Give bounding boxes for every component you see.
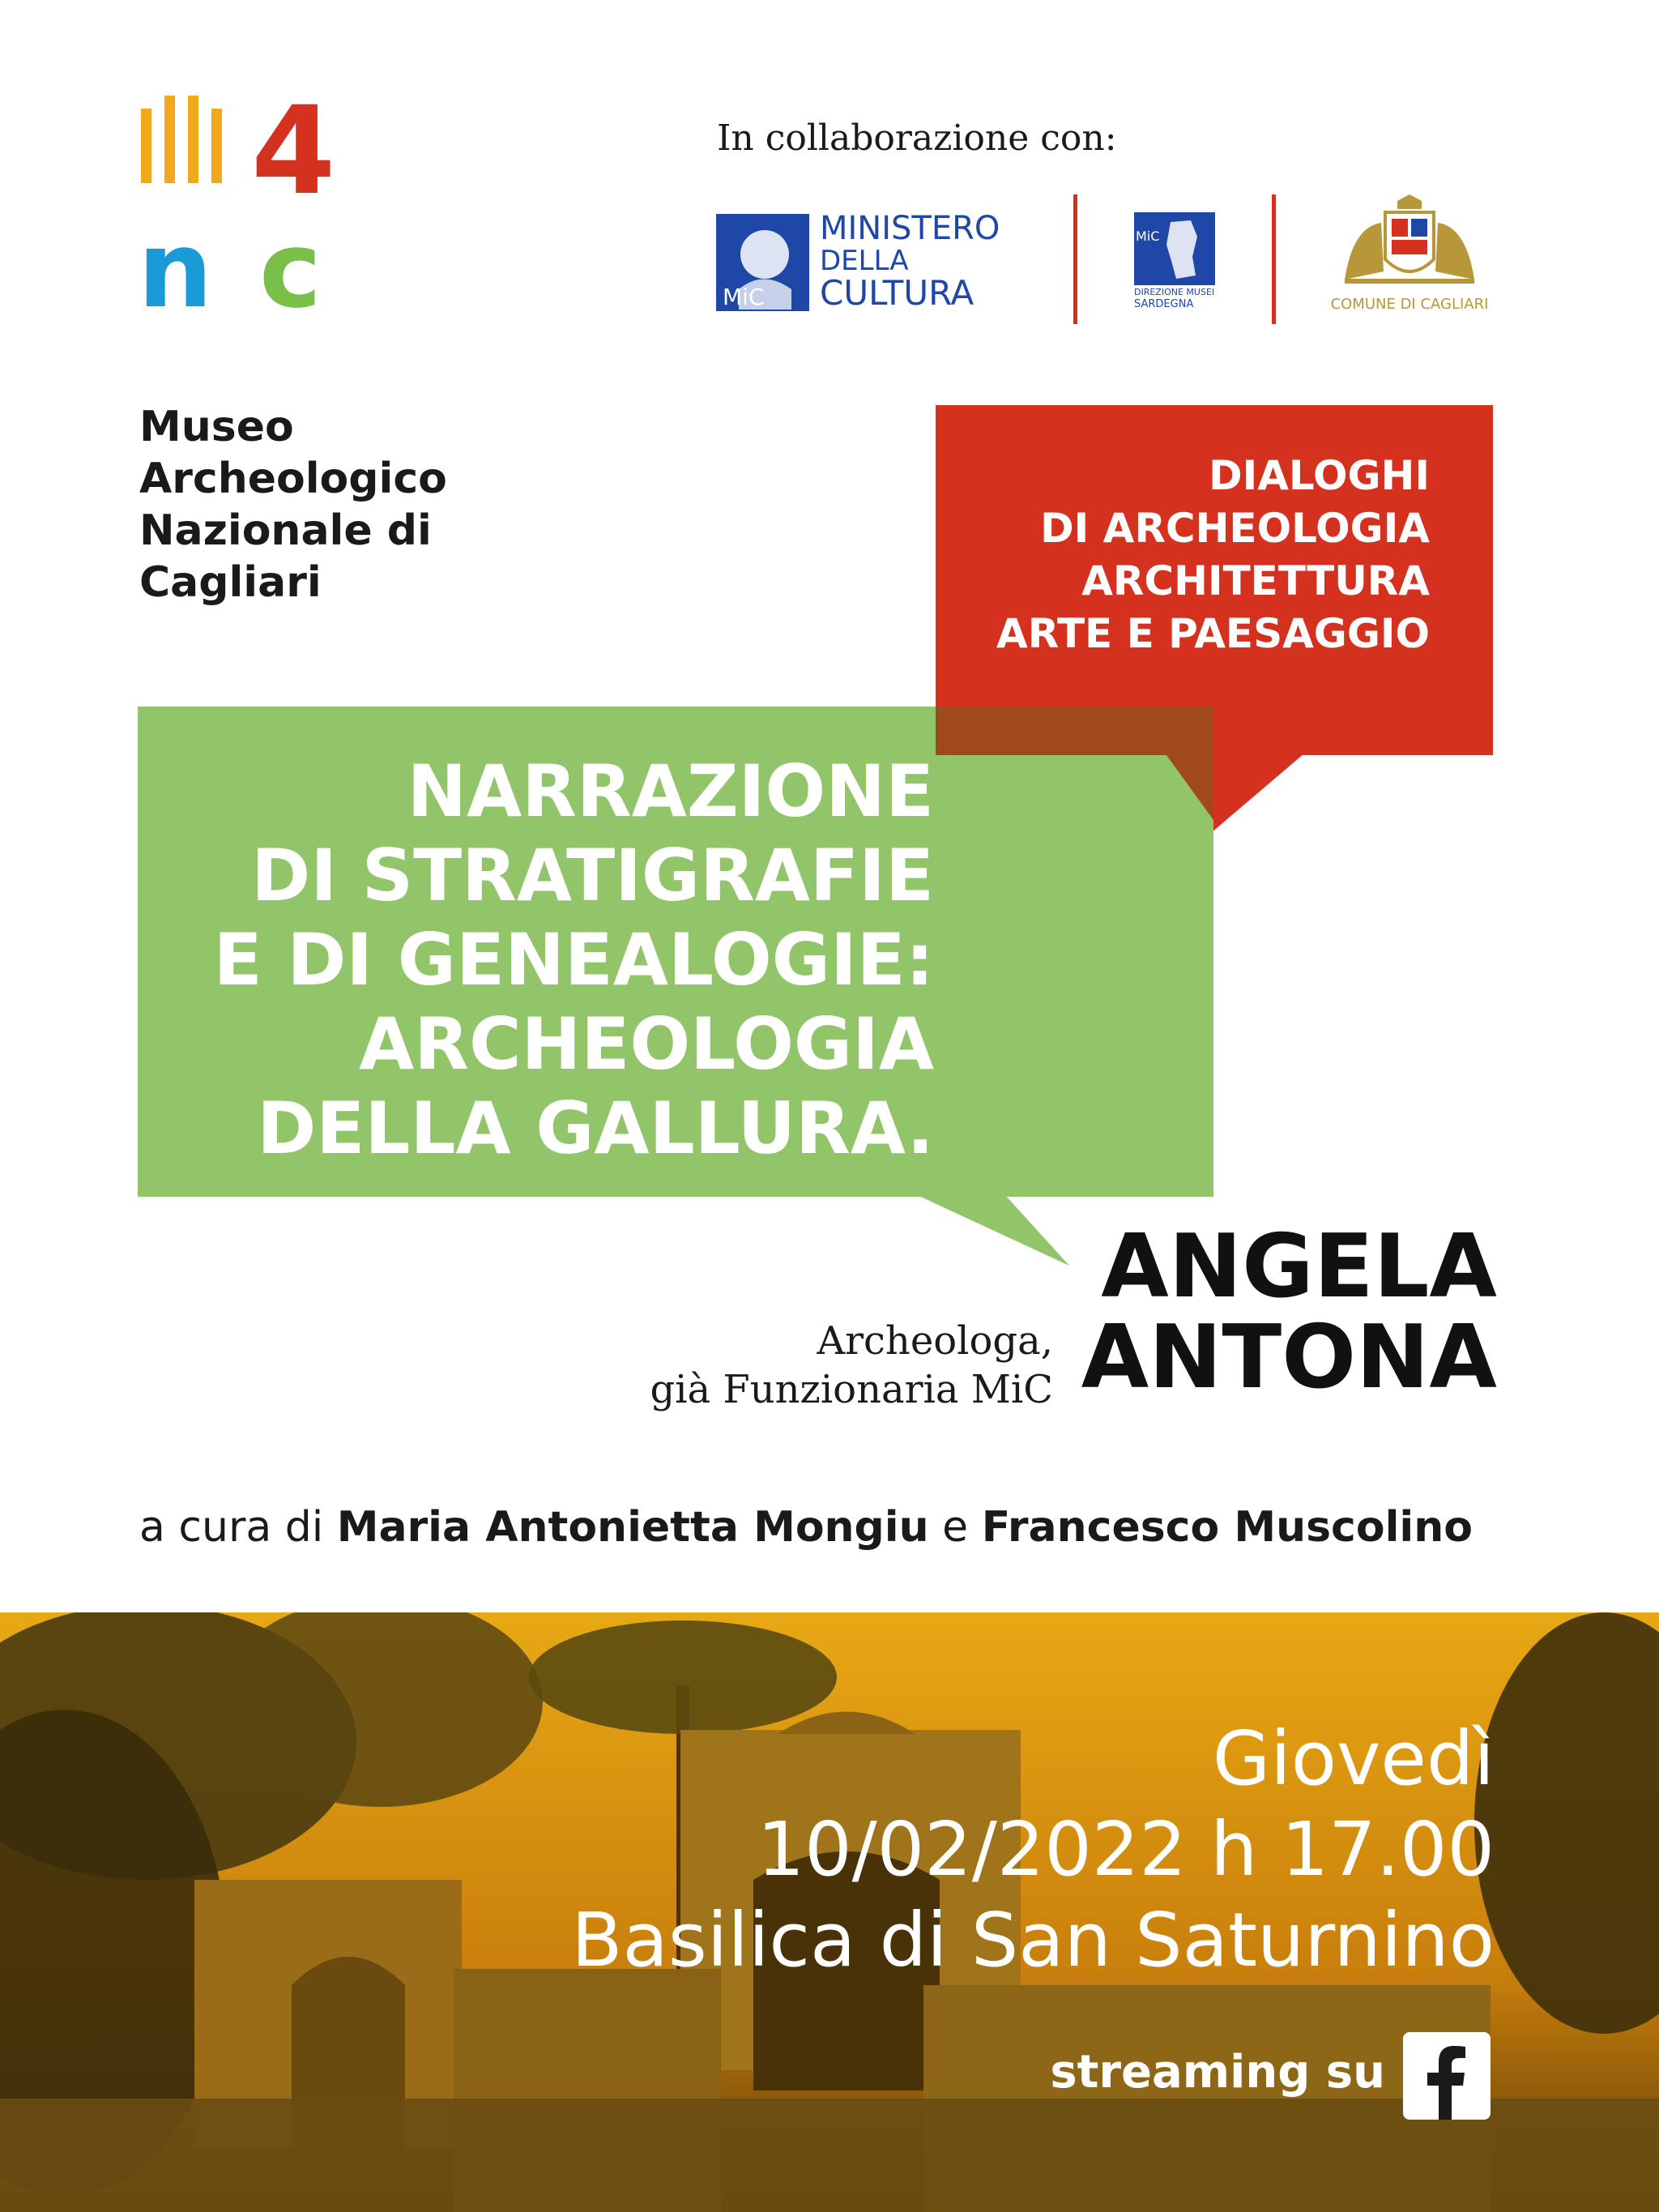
logo-bar (164, 96, 175, 183)
event-datetime: 10/02/2022 h 17.00 (757, 1806, 1495, 1893)
logo-letter-c: c (259, 208, 322, 331)
logo-bar (188, 96, 198, 183)
curated-by (139, 1503, 1500, 1552)
series-line: ARTE E PAESAGGIO (996, 610, 1430, 657)
drm-line2: SARDEGNA (1134, 298, 1194, 310)
curated-conj: e (942, 1503, 969, 1552)
facebook-icon[interactable] (1403, 2032, 1491, 2120)
talk-title-line: NARRAZIONE (407, 749, 934, 833)
box-overlap (936, 707, 1215, 869)
ministero-cultura-logo (714, 212, 1022, 314)
speaker-first-name: ANGELA (1101, 1216, 1497, 1317)
curator-name: Maria Antonietta Mongiu (336, 1503, 929, 1552)
mic-line3: CULTURA (820, 273, 975, 313)
speaker-role-line: già Funzionaria MiC (650, 1367, 1053, 1412)
logo-letter-4: 4 (251, 81, 336, 222)
collaboration-label: In collaborazione con: (717, 117, 1117, 159)
event-day: Giovedì (1212, 1715, 1495, 1802)
streaming-label: streaming su (1050, 2046, 1385, 2099)
series-line: DIALOGHI (1209, 452, 1430, 499)
curated-prefix: a cura di (139, 1503, 324, 1552)
drm-badge: MiC (1136, 228, 1160, 244)
talk-title-line: ARCHEOLOGIA (359, 1002, 934, 1086)
drm-line1: DIREZIONE MUSEI (1134, 287, 1215, 297)
event-place: Basilica di San Saturnino (571, 1897, 1495, 1984)
mic-badge: MiC (723, 284, 765, 310)
talk-title-line: DELLA GALLURA. (257, 1087, 934, 1170)
logo-letter-n: n (138, 208, 213, 331)
speaker-role (454, 1317, 1053, 1414)
logo-separator (1073, 194, 1077, 324)
event-details (405, 1714, 1495, 1986)
logo-bar (141, 109, 151, 183)
curator-name: Francesco Muscolino (981, 1503, 1473, 1552)
series-title (940, 450, 1430, 660)
speaker-name (1037, 1216, 1497, 1408)
logo-separator (1272, 194, 1276, 324)
talk-title (146, 749, 934, 1171)
talk-title-line: E DI GENEALOGIE: (213, 918, 934, 1001)
cagliari-caption: COMUNE DI CAGLIARI (1330, 296, 1489, 313)
direzione-musei-logo (1134, 212, 1215, 314)
museum-logo (138, 81, 348, 331)
speaker-last-name: ANTONA (1081, 1307, 1497, 1408)
mic-line1: MINISTERO (820, 210, 1000, 247)
talk-title-line: DI STRATIGRAFIE (251, 834, 934, 917)
museum-name: Museo Archeologico Nazionale di Cagliari (139, 403, 447, 607)
comune-cagliari-logo (1328, 194, 1491, 316)
series-line: ARCHITETTURA (1081, 557, 1430, 604)
speaker-role-line: Archeologa, (817, 1318, 1053, 1364)
mic-line2: DELLA (820, 245, 909, 277)
series-line: DI ARCHEOLOGIA (1040, 505, 1430, 552)
logo-bar (211, 109, 222, 183)
